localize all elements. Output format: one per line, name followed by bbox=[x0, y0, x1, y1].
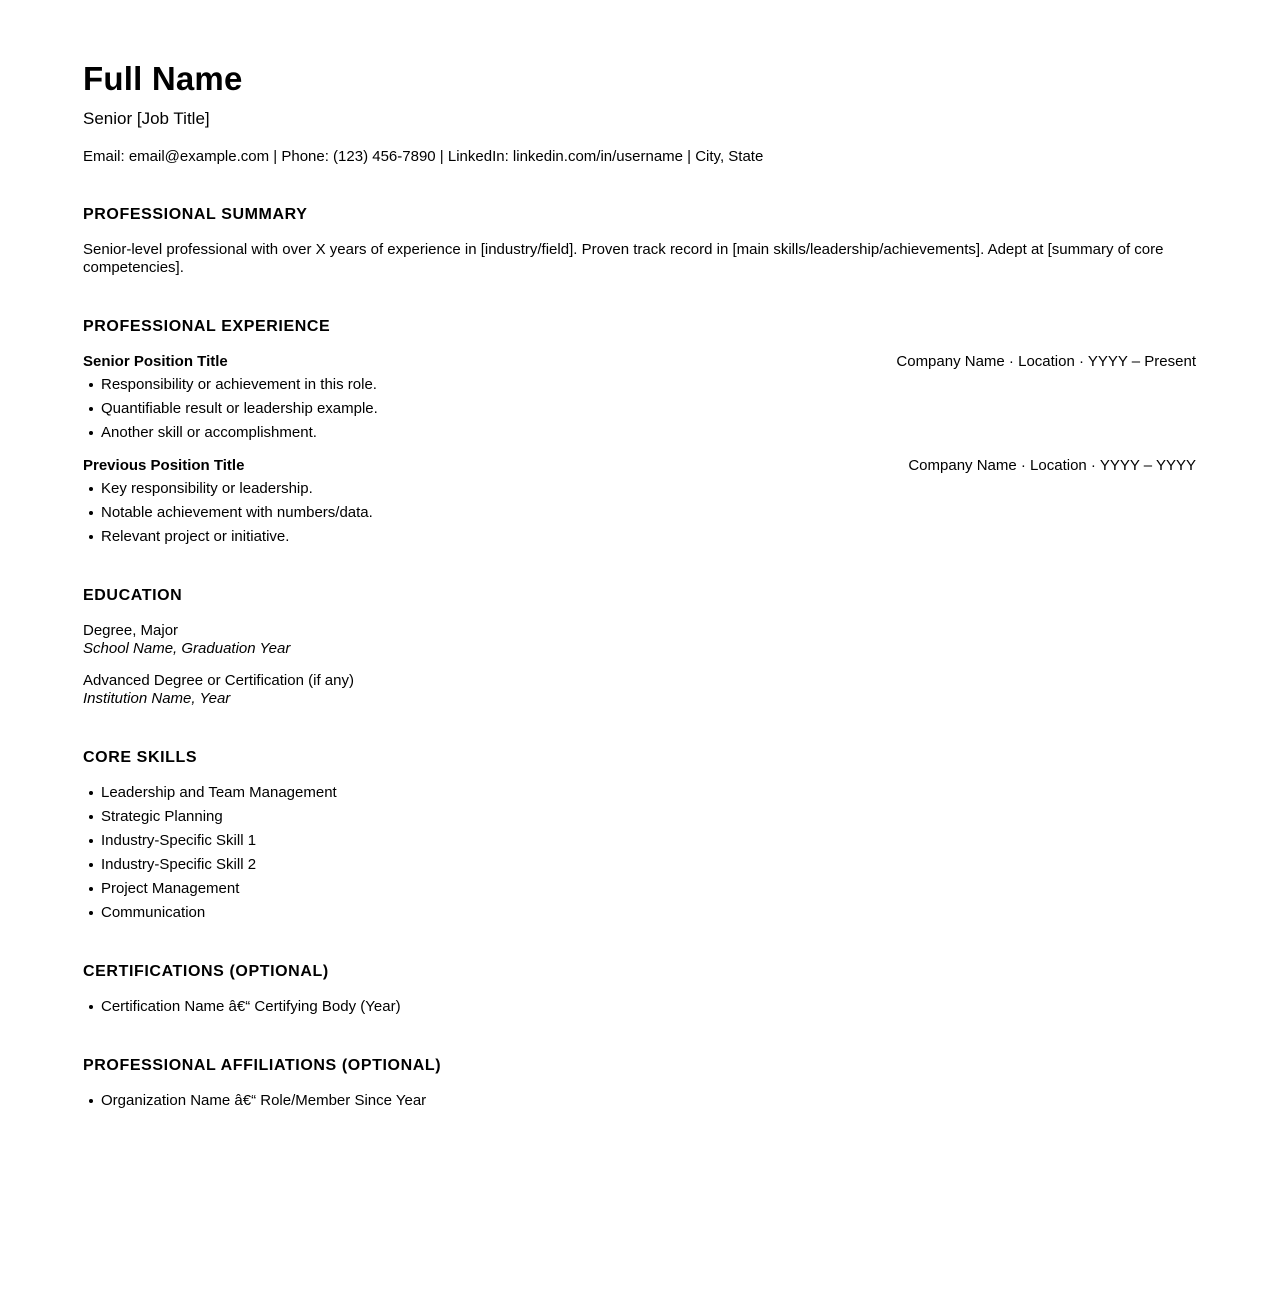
job-bullet: Responsibility or achievement in this role. bbox=[89, 376, 1196, 394]
job-bullet: Notable achievement with numbers/data. bbox=[89, 504, 1196, 522]
skill-item: Strategic Planning bbox=[89, 808, 1196, 826]
section-core-skills bbox=[83, 749, 1196, 922]
job-header bbox=[83, 457, 1196, 475]
job-bullet-list bbox=[83, 480, 1196, 546]
affiliations-list bbox=[83, 1092, 1196, 1110]
certifications-heading: CERTIFICATIONS (OPTIONAL) bbox=[83, 963, 329, 980]
job-header bbox=[83, 353, 1196, 371]
experience-heading: PROFESSIONAL EXPERIENCE bbox=[83, 318, 331, 335]
job-meta: Company Name · Location · YYYY – YYYY bbox=[908, 457, 1196, 474]
full-name: Full Name bbox=[83, 60, 243, 97]
job-title: Senior Position Title bbox=[83, 353, 228, 370]
education-entry bbox=[83, 672, 1196, 708]
skill-item: Industry-Specific Skill 2 bbox=[89, 856, 1196, 874]
education-degree: Degree, Major bbox=[83, 622, 179, 639]
summary-text: Senior-level professional with over X years of experience in [industry/field]. Proven track record in [main skills/leadership/achievements]. Adept at [summary of core competencies]. bbox=[83, 241, 1164, 276]
affiliations-heading: PROFESSIONAL AFFILIATIONS (OPTIONAL) bbox=[83, 1057, 442, 1074]
skills-list bbox=[83, 784, 1196, 922]
skill-item: Industry-Specific Skill 1 bbox=[89, 832, 1196, 850]
affiliation-item: Organization Name â€“ Role/Member Since Year bbox=[89, 1092, 1196, 1110]
job-bullet-list bbox=[83, 376, 1196, 442]
education-school: Institution Name, Year bbox=[83, 690, 231, 707]
job-entry bbox=[83, 457, 1196, 546]
education-entry bbox=[83, 622, 1196, 658]
section-education bbox=[83, 587, 1196, 708]
job-entry bbox=[83, 353, 1196, 442]
section-professional-affiliations bbox=[83, 1057, 1196, 1110]
job-title: Previous Position Title bbox=[83, 457, 245, 474]
contact-line: Email: email@example.com | Phone: (123) 456-7890 | LinkedIn: linkedin.com/in/username | City, State bbox=[83, 148, 764, 165]
skill-item: Communication bbox=[89, 904, 1196, 922]
job-subtitle: Senior [Job Title] bbox=[83, 109, 210, 128]
skill-item: Leadership and Team Management bbox=[89, 784, 1196, 802]
certification-item: Certification Name â€“ Certifying Body (Year) bbox=[89, 998, 1196, 1016]
certifications-list bbox=[83, 998, 1196, 1016]
section-certifications bbox=[83, 963, 1196, 1016]
education-heading: EDUCATION bbox=[83, 587, 183, 604]
job-bullet: Key responsibility or leadership. bbox=[89, 480, 1196, 498]
resume-header bbox=[83, 60, 1196, 165]
section-professional-experience bbox=[83, 318, 1196, 546]
section-professional-summary bbox=[83, 206, 1196, 277]
job-bullet: Quantifiable result or leadership example. bbox=[89, 400, 1196, 418]
job-bullet: Another skill or accomplishment. bbox=[89, 424, 1196, 442]
skills-heading: CORE SKILLS bbox=[83, 749, 198, 766]
education-degree: Advanced Degree or Certification (if any) bbox=[83, 672, 354, 689]
job-meta: Company Name · Location · YYYY – Present bbox=[896, 353, 1196, 370]
summary-heading: PROFESSIONAL SUMMARY bbox=[83, 206, 308, 223]
job-bullet: Relevant project or initiative. bbox=[89, 528, 1196, 546]
education-school: School Name, Graduation Year bbox=[83, 640, 291, 657]
skill-item: Project Management bbox=[89, 880, 1196, 898]
